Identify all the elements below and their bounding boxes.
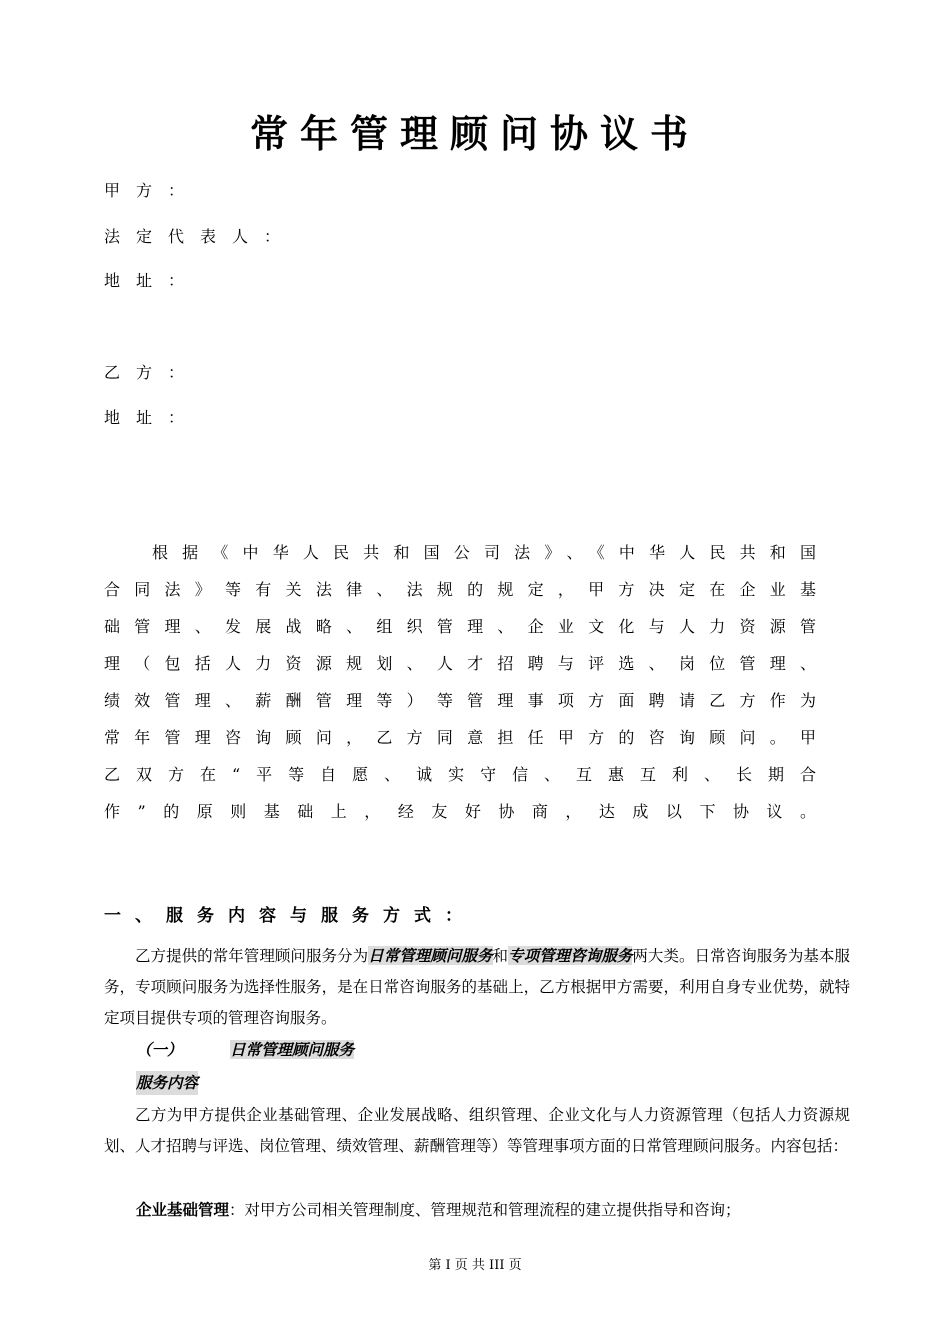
party-b-label: 乙方： — [104, 363, 201, 382]
subsection-1-title: 日常管理顾问服务 — [230, 1040, 355, 1059]
item-enterprise-basic-management — [136, 1198, 741, 1222]
intro-section — [104, 534, 830, 830]
para1-mid: 和 — [492, 947, 509, 965]
party-a-label: 甲方： — [104, 181, 201, 200]
section-1-heading: 一、服务内容与服务方式： — [104, 906, 476, 926]
para1-pre: 乙方提供的常年管理顾问服务分为 — [135, 947, 369, 965]
party-b-address-label: 地址： — [104, 408, 201, 427]
item-1-text: ：对甲方公司相关管理制度、管理规范和管理流程的建立提供指导和咨询； — [229, 1201, 741, 1219]
document-title: 常年管理顾问协议书 — [249, 112, 700, 156]
section-1-paragraph-1 — [104, 940, 850, 1034]
daily-service-highlight: 日常管理顾问服务 — [368, 946, 493, 965]
intro-paragraph: 根据《中华人民共和国公司法》、《中华人民共和国合同法》等有关法律、法规的规定，甲方决定在企业基础管理、发展战略、组织管理、企业文化与人力资源管理（包括人力资源规划、人才招聘与评选、岗位管理、绩效管理、薪酬管理等）等管理事项方面聘请乙方作为常年管理咨询顾问，乙方同意担任甲方的咨询顾问。甲乙双方在“平等自愿、诚实守信、互惠互利、长期合作”的原则基础上，经友好协商，达成以下协议。 — [104, 543, 830, 821]
legal-representative-label: 法定代表人： — [104, 227, 297, 246]
party-a-address-label: 地址： — [104, 271, 201, 290]
subsection-1-number: （一） — [136, 1040, 183, 1059]
page-footer: 第 I 页 共 III 页 — [428, 1258, 522, 1273]
item-1-label: 企业基础管理 — [136, 1200, 230, 1219]
special-service-highlight: 专项管理咨询服务 — [508, 946, 633, 965]
para1-post: 两大类。日常咨询服务为基本服务，专项顾问服务为选择性服务，是在日常咨询服务的基础上，乙方根据甲方需要，利用自身专业优势，就特定项目提供专项的管理咨询服务。 — [104, 947, 850, 1027]
service-content-label: 服务内容 — [136, 1071, 198, 1095]
subsection-1-heading — [136, 1038, 354, 1062]
section-1-paragraph-2: 乙方为甲方提供企业基础管理、企业发展战略、组织管理、企业文化与人力资源管理（包括人力资源规划、人才招聘与评选、岗位管理、绩效管理、薪酬管理等）等管理事项方面的日常管理顾问服务。内容包括： — [104, 1106, 850, 1155]
